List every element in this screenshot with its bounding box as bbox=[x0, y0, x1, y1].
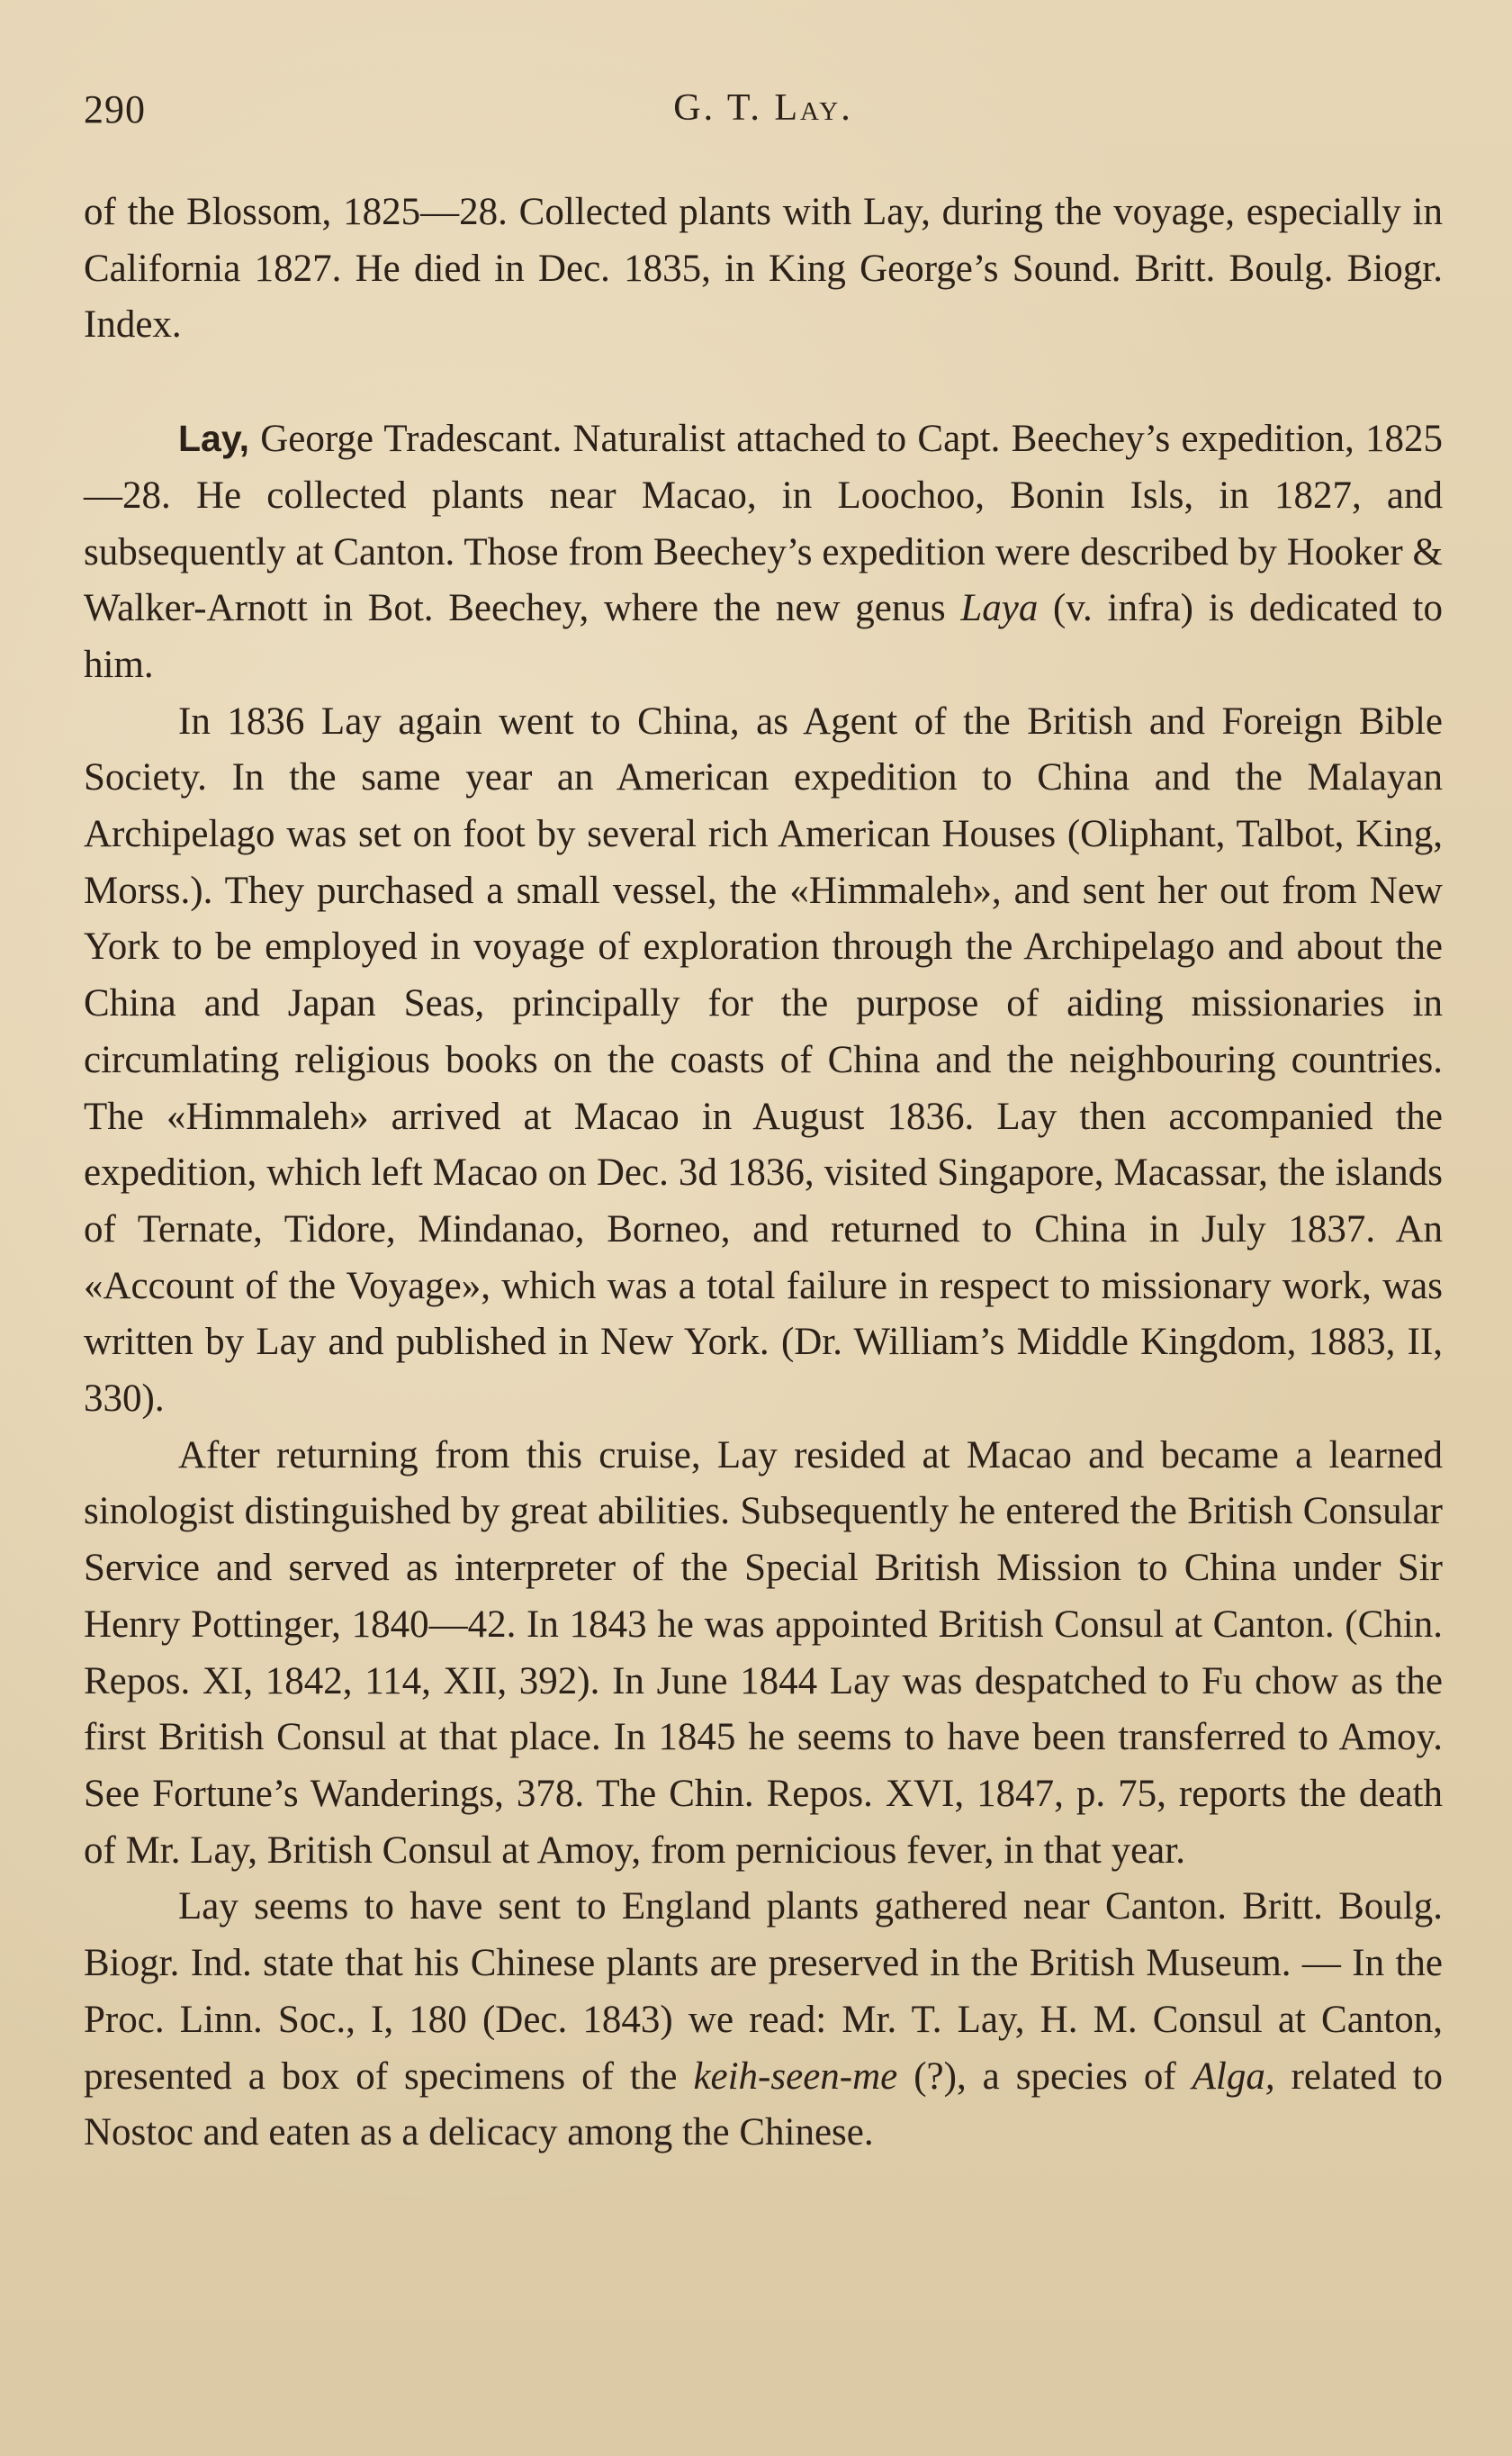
paragraph-plants-canton bbox=[84, 1879, 1443, 2162]
paragraph-consular-service: After returning from this cruise, Lay resided at Macao and became a learned sinologist distinguished by great abilities. Subsequently he entered the British Consular Service and served as interpreter of the Special British Mission to China under Sir Henry Pottinger, 1840—42. In 1843 he was appointed British Consul at Canton. (Chin. Repos. XI, 1842, 114, XII, 392). In June 1844 Lay was despatched to Fu chow as the first British Consul at that place. In 1845 he seems to have been transferred to Amoy. See Fortune’s Wanderings, 378. The Chin. Repos. XVI, 1847, p. 75, reports the death of Mr. Lay, British Consul at Amoy, from pernicious fever, in that year. bbox=[84, 1433, 1443, 1872]
paragraph-lay-entry bbox=[84, 411, 1443, 694]
genus-name: Laya bbox=[960, 587, 1039, 630]
genus-alga: Alga, bbox=[1192, 2054, 1275, 2098]
paragraph-text-part: Lay seems to have sent to England plants gathered near Canton. Britt. Boulg. Biogr. Ind. state that his Chinese plants are preserved in the British Museum. — In the Proc. Linn. Soc., I, 180 (Dec. 1843) we read: Mr. T. Lay, H. M. Consul at Canton, presented a box of specimens of the bbox=[84, 1885, 1443, 2098]
paragraph-text-part: related to Nostoc and eaten as a delicacy among the Chinese. bbox=[84, 2054, 1443, 2154]
running-title: G. T. Lay. bbox=[673, 87, 853, 129]
entry-headword: Lay, bbox=[178, 418, 249, 460]
paragraph-continuation: of the Blossom, 1825—28. Collected plants with Lay, during the voyage, especially in California 1827. He died in Dec. 1835, in King George’s Sound. Britt. Boulg. Biogr. Index. bbox=[84, 191, 1443, 347]
species-name: keih-seen-me bbox=[693, 2054, 898, 2098]
entry-text-part: George Tradescant. Naturalist attached to Capt. Beechey’s expedition, 1825—28. He collected plants near Macao, in Loochoo, Bonin Isls, in 1827, and subsequently at Canton. Those from Beechey’s expedition were described by Hooker & Walker-Arnott in Bot. Beechey, where the new genus bbox=[84, 418, 1443, 630]
entry-text-part: (v. infra) is dedicated to him. bbox=[84, 587, 1443, 686]
paragraph-text-part: (?), a species of bbox=[897, 2054, 1192, 2098]
body-text bbox=[84, 185, 1443, 2162]
paragraph-china-expedition: In 1836 Lay again went to China, as Agent of the British and Foreign Bible Society. In the same year an American expedition to China and the Malayan Archipelago was set on foot by several rich American Houses (Oliphant, Talbot, King, Morss.). They purchased a small vessel, the «Himmaleh», and sent her out from New York to be employed in voyage of exploration through the Archipelago and about the China and Japan Seas, principally for the purpose of aiding missionaries in circumlating religious books on the coasts of China and the neighbouring countries. The «Himmaleh» arrived at Macao in August 1836. Lay then accompanied the expedition, which left Macao on Dec. 3d 1836, visited Singapore, Macassar, the islands of Ternate, Tidore, Mindanao, Borneo, and returned to China in July 1837. An «Account of the Voyage», which was a total failure in respect to missionary work, was written by Lay and published in New York. (Dr. William’s Middle Kingdom, 1883, II, 330). bbox=[84, 700, 1443, 1421]
page-number: 290 bbox=[84, 87, 146, 131]
running-head bbox=[84, 86, 1443, 140]
